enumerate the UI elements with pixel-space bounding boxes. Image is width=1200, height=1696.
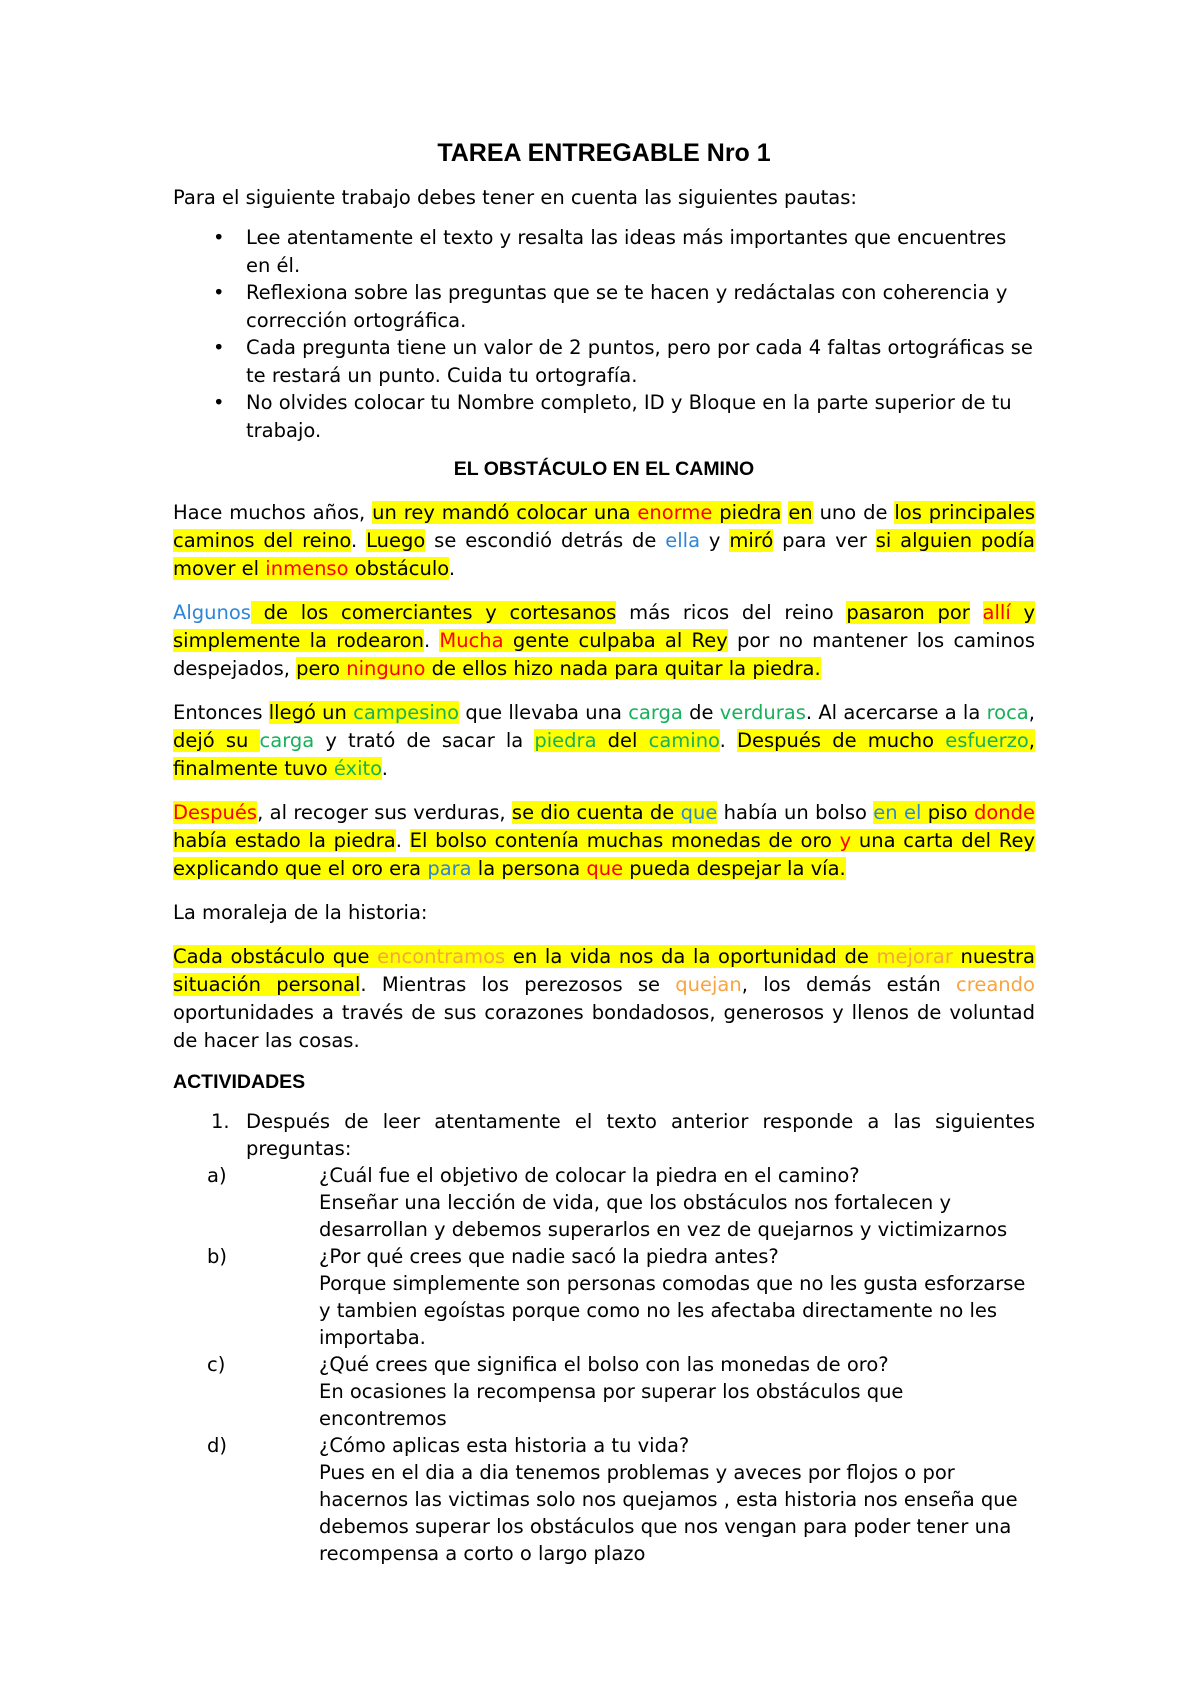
rule-item: • No olvides colocar tu Nombre completo, ID y Bloque en la parte superior de tu trabajo. xyxy=(213,391,1012,442)
activities-heading: ACTIVIDADES xyxy=(173,1071,306,1093)
moral-label: La moraleja de la historia: xyxy=(173,901,428,924)
answer-text: Enseñar una lección de vida, que los obstáculos nos fortalecen y desarrollan y debemos superarlos en vez de quejarnos y victimizarnos xyxy=(319,1191,1008,1241)
question-item xyxy=(173,1162,1035,1243)
question-text: ¿Cuál fue el objetivo de colocar la piedra en el camino? xyxy=(319,1164,860,1187)
intro-text: Para el siguiente trabajo debes tener en cuenta las siguientes pautas: xyxy=(173,186,857,209)
question-text: ¿Por qué crees que nadie sacó la piedra antes? xyxy=(319,1245,779,1268)
question-letter: c) xyxy=(207,1353,226,1376)
story-paragraph-4: Después, al recoger sus verduras, se dio cuenta de que había un bolso en el piso donde había estado la piedra. El bolso contenía muchas monedas de oro y una carta del Rey explicando que el oro era para la persona que pueda despejar la vía. xyxy=(173,801,1035,880)
bullet-icon: • xyxy=(213,281,225,304)
bullet-icon: • xyxy=(213,226,225,249)
question-item xyxy=(173,1351,1035,1432)
rule-item: • Cada pregunta tiene un valor de 2 puntos, pero por cada 4 faltas ortográficas se te restará un punto. Cuida tu ortografía. xyxy=(213,336,1033,387)
answer-text: Porque simplemente son personas comodas que no les gusta esforzarse y tambien egoístas porque como no les afectaba directamente no les importaba. xyxy=(319,1272,1026,1349)
question-item xyxy=(173,1432,1035,1567)
rule-item: • Lee atentamente el texto y resalta las ideas más importantes que encuentres en él. xyxy=(213,226,1007,277)
activity-item xyxy=(173,1108,1035,1567)
story-paragraph-1: Hace muchos años, un rey mandó colocar una enorme piedra en uno de los principales caminos del reino. Luego se escondió detrás de ella y miró para ver si alguien podía mover el inmenso obstáculo. xyxy=(173,501,1035,580)
answer-text: Pues en el dia a dia tenemos problemas y aveces por flojos o por hacernos las victimas solo nos quejamos , esta historia nos enseña que debemos superar los obstáculos que nos vengan para poder tener una recompensa a corto o largo plazo xyxy=(319,1461,1018,1565)
bullet-icon: • xyxy=(213,391,225,414)
rule-item: • Reflexiona sobre las preguntas que se te hacen y redáctalas con coherencia y corrección ortográfica. xyxy=(213,281,1008,332)
question-letter: d) xyxy=(207,1434,227,1457)
activity-prompt: Después de leer atentamente el texto anterior responde a las siguientes preguntas: xyxy=(246,1110,1035,1160)
moral-paragraph: Cada obstáculo que encontramos en la vida nos da la oportunidad de mejorar nuestra situación personal. Mientras los perezosos se quejan, los demás están creando oportunidades a través de sus corazones bondadosos, generosos y llenos de voluntad de hacer las cosas. xyxy=(173,945,1036,1052)
answer-text: En ocasiones la recompensa por superar los obstáculos que encontremos xyxy=(319,1380,904,1430)
question-letter: a) xyxy=(207,1164,227,1187)
question-item xyxy=(173,1243,1035,1351)
question-text: ¿Cómo aplicas esta historia a tu vida? xyxy=(319,1434,690,1457)
activity-number: 1. xyxy=(211,1110,230,1133)
question-letter: b) xyxy=(207,1245,227,1268)
rules-list xyxy=(173,224,1035,444)
story-paragraph-2: Algunos de los comerciantes y cortesanos más ricos del reino pasaron por allí y simplemente la rodearon. Mucha gente culpaba al Rey por no mantener los caminos despejados, pero ninguno de ellos hizo nada para quitar la piedra. xyxy=(173,601,1035,680)
question-text: ¿Qué crees que significa el bolso con las monedas de oro? xyxy=(319,1353,889,1376)
document-body xyxy=(173,138,1035,1567)
page-title: TAREA ENTREGABLE Nro 1 xyxy=(437,139,771,167)
bullet-icon: • xyxy=(213,336,225,359)
story-paragraph-3: Entonces llegó un campesino que llevaba una carga de verduras. Al acercarse a la roca, dejó su carga y trató de sacar la piedra del camino. Después de mucho esfuerzo, finalmente tuvo éxito. xyxy=(173,701,1035,780)
activities-list xyxy=(173,1108,1035,1567)
story-title: EL OBSTÁCULO EN EL CAMINO xyxy=(453,458,755,480)
question-list xyxy=(173,1162,1035,1567)
